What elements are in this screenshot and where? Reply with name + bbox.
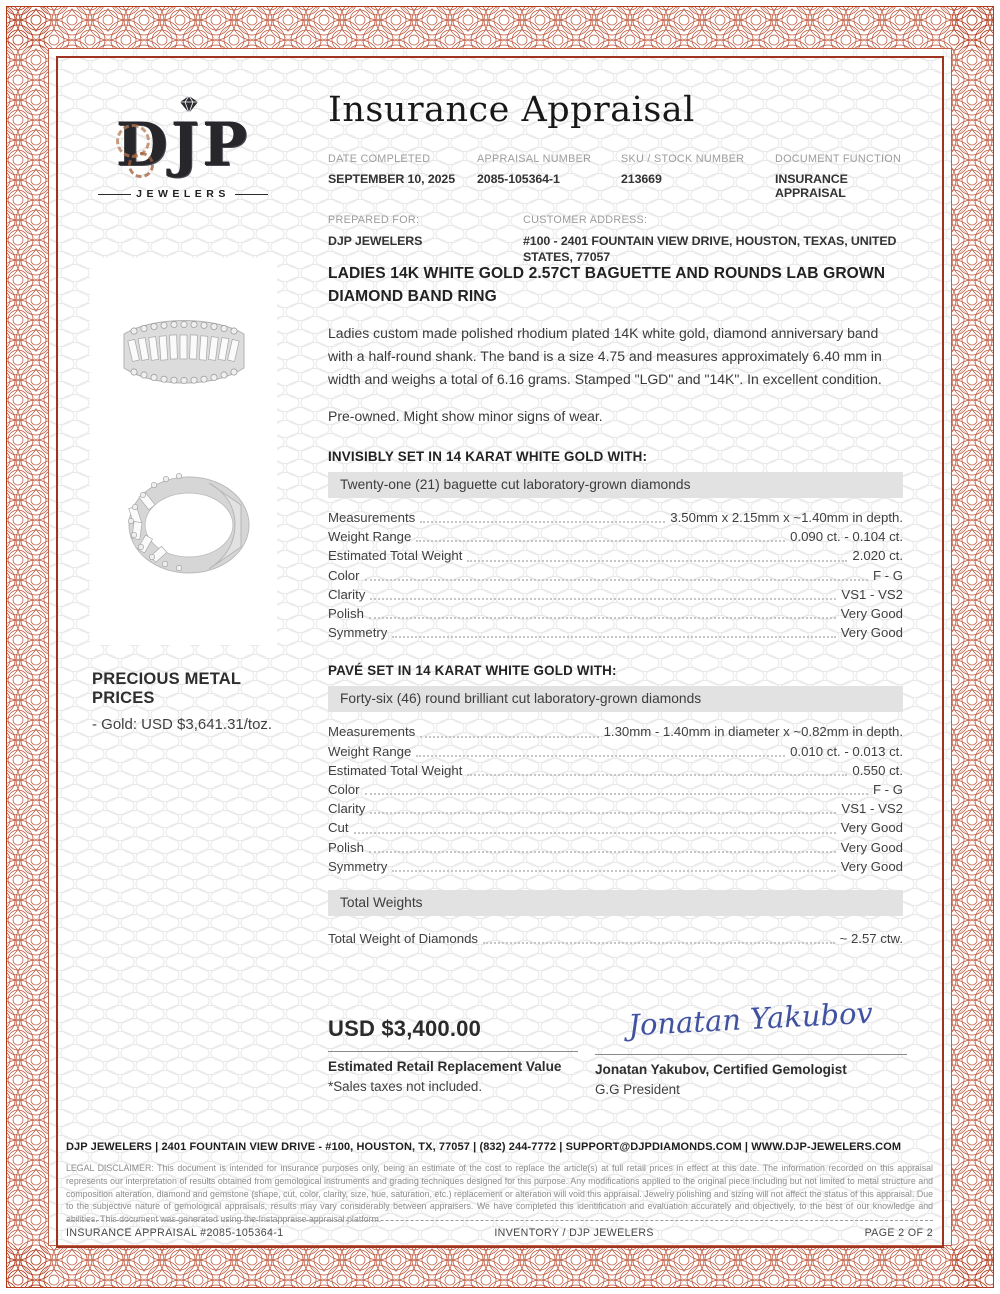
spec-row: Symmetry Very Good bbox=[328, 625, 903, 641]
spec-row: Cut Very Good bbox=[328, 820, 903, 836]
brand-logo bbox=[98, 96, 268, 208]
ring-photo-side bbox=[109, 465, 259, 590]
logo-text: DJP bbox=[115, 110, 251, 180]
legal-disclaimer: LEGAL DISCLAIMER: This document is intended for insurance purposes only, being an estimate of the cost to replace the article(s) at full retail prices in effect at this date. The information recorded on this appraisal represents our interpretation of results obtained from gemological instruments and grading techniques designed for this purpose. Any modifications applied to the original piece including but not limited to metal structure and composition alteration, diamond and gemstone (shape, cut, color, clarity, size, hue, saturation, etc.) replacement or alteration will void this appraisal. Jewelry polishing and sizing will not affect the status of this appraisal. Due to the subjective nature of gemological appraisals, results may vary considerably between appraisers. We have completed this identification and evaluation accurately and objectively, to the best of our knowledge and abilities. This document was generated using the Instappraise appraisal platform. bbox=[66, 1163, 933, 1225]
section-banner-baguette: Twenty-one (21) baguette cut laboratory-grown diamonds bbox=[328, 472, 903, 498]
header-fields bbox=[328, 153, 908, 200]
contact-line: DJP JEWELERS | 2401 FOUNTAIN VIEW DRIVE - #100, HOUSTON, TX, 77057 | (832) 244-7772 | SUPPORT@DJPDIAMONDS.COM | WWW.DJP-JEWELERS.COM bbox=[66, 1141, 902, 1153]
dotted-leader bbox=[420, 521, 665, 523]
item-title: LADIES 14K WHITE GOLD 2.57CT BAGUETTE AND ROUNDS LAB GROWN DIAMOND BAND RING bbox=[328, 265, 886, 305]
item-description: Ladies custom made polished rhodium plated 14K white gold, diamond anniversary band with a half-round shank. The band is a size 4.75 and measures approximately 6.40 mm in width and weighs a total of 6.16 grams. Stamped "LGD" and "14K". In excellent condition. bbox=[328, 325, 882, 387]
signature-script: Jonatan Yakubov bbox=[627, 995, 874, 1043]
dotted-leader bbox=[370, 598, 836, 600]
dotted-leader bbox=[416, 540, 785, 542]
spec-row: Polish Very Good bbox=[328, 606, 903, 622]
dotted-leader bbox=[392, 870, 835, 872]
bottom-bar-left: INSURANCE APPRAISAL #2085-105364-1 bbox=[66, 1227, 284, 1239]
tax-note: *Sales taxes not included. bbox=[328, 1079, 483, 1094]
dotted-leader bbox=[365, 579, 868, 581]
spec-row: Color F - G bbox=[328, 567, 903, 583]
spec-row: Weight Range 0.090 ct. - 0.104 ct. bbox=[328, 529, 903, 545]
dotted-leader bbox=[392, 636, 835, 638]
divider bbox=[98, 194, 131, 195]
gold-price: - Gold: USD $3,641.31/toz. bbox=[92, 716, 273, 733]
signature-block bbox=[595, 995, 907, 1097]
section-heading-baguette: INVISIBLY SET IN 14 KARAT WHITE GOLD WITH: bbox=[328, 449, 648, 464]
prepared-for-row bbox=[328, 214, 908, 265]
valuation-block bbox=[328, 1016, 578, 1094]
dotted-leader bbox=[467, 560, 847, 562]
valuation-label: Estimated Retail Replacement Value bbox=[328, 1059, 562, 1074]
dotted-leader bbox=[483, 942, 835, 944]
field-customer-address: CUSTOMER ADDRESS: #100 - 2401 FOUNTAIN VIEW DRIVE, HOUSTON, TEXAS, UNITED STATES, 77057 bbox=[523, 214, 897, 264]
field-appraisal-number: APPRAISAL NUMBER 2085-105364-1 bbox=[477, 153, 592, 186]
footer bbox=[66, 1141, 933, 1226]
spec-row: Measurements 1.30mm - 1.40mm in diameter x ~0.82mm in depth. bbox=[328, 724, 903, 740]
field-document-function: DOCUMENT FUNCTION INSURANCE APPRAISAL bbox=[775, 153, 902, 200]
metal-prices-title: PRECIOUS METAL PRICES bbox=[92, 670, 241, 707]
spec-row: Clarity VS1 - VS2 bbox=[328, 801, 903, 817]
dotted-leader bbox=[369, 617, 836, 619]
dotted-leader bbox=[370, 812, 836, 814]
condition-note: Pre-owned. Might show minor signs of wear. bbox=[328, 408, 603, 424]
logo-subtitle: JEWELERS bbox=[98, 188, 268, 200]
ring-photo-front bbox=[109, 296, 259, 416]
gemologist-name: Jonatan Yakubov, Certified Gemologist bbox=[595, 1062, 847, 1077]
spec-row: Color F - G bbox=[328, 782, 903, 798]
divider bbox=[328, 1051, 578, 1052]
field-date-completed: DATE COMPLETED SEPTEMBER 10, 2025 bbox=[328, 153, 455, 186]
field-prepared-for: PREPARED FOR: DJP JEWELERS bbox=[328, 214, 423, 248]
document-title: Insurance Appraisal bbox=[328, 90, 695, 130]
bottom-bar bbox=[66, 1220, 933, 1239]
spec-row: Estimated Total Weight 0.550 ct. bbox=[328, 762, 903, 778]
spec-row: Clarity VS1 - VS2 bbox=[328, 586, 903, 602]
spec-row: Polish Very Good bbox=[328, 839, 903, 855]
bottom-bar-right: PAGE 2 OF 2 bbox=[864, 1227, 933, 1239]
gear-icon bbox=[128, 152, 154, 178]
divider bbox=[235, 194, 268, 195]
ring-photos-panel bbox=[90, 258, 277, 645]
dotted-leader bbox=[365, 793, 868, 795]
dotted-leader bbox=[416, 755, 785, 757]
gemologist-title: G.G President bbox=[595, 1082, 680, 1097]
dotted-leader bbox=[420, 736, 598, 738]
dotted-leader bbox=[467, 774, 847, 776]
spec-table-baguette bbox=[328, 508, 903, 642]
spec-row: Weight Range 0.010 ct. - 0.013 ct. bbox=[328, 743, 903, 759]
dotted-leader bbox=[354, 832, 836, 834]
spec-table-pave bbox=[328, 722, 903, 876]
appraised-value: USD $3,400.00 bbox=[328, 1016, 482, 1041]
appraisal-body bbox=[328, 262, 903, 948]
precious-metal-prices bbox=[92, 670, 302, 733]
bottom-bar-center: INVENTORY / DJP JEWELERS bbox=[494, 1227, 654, 1239]
total-weights-banner: Total Weights bbox=[328, 890, 903, 916]
spec-row: Estimated Total Weight 2.020 ct. bbox=[328, 548, 903, 564]
dotted-leader bbox=[369, 851, 836, 853]
spec-row: Measurements 3.50mm x 2.15mm x ~1.40mm in depth. bbox=[328, 510, 903, 525]
spec-row: Symmetry Very Good bbox=[328, 858, 903, 874]
section-banner-pave: Forty-six (46) round brilliant cut laboratory-grown diamonds bbox=[328, 686, 903, 712]
field-sku-number: SKU / STOCK NUMBER 213669 bbox=[621, 153, 745, 186]
section-heading-pave: PAVÉ SET IN 14 KARAT WHITE GOLD WITH: bbox=[328, 663, 617, 679]
total-weight-row: Total Weight of Diamonds ~ 2.57 ctw. bbox=[328, 931, 903, 947]
